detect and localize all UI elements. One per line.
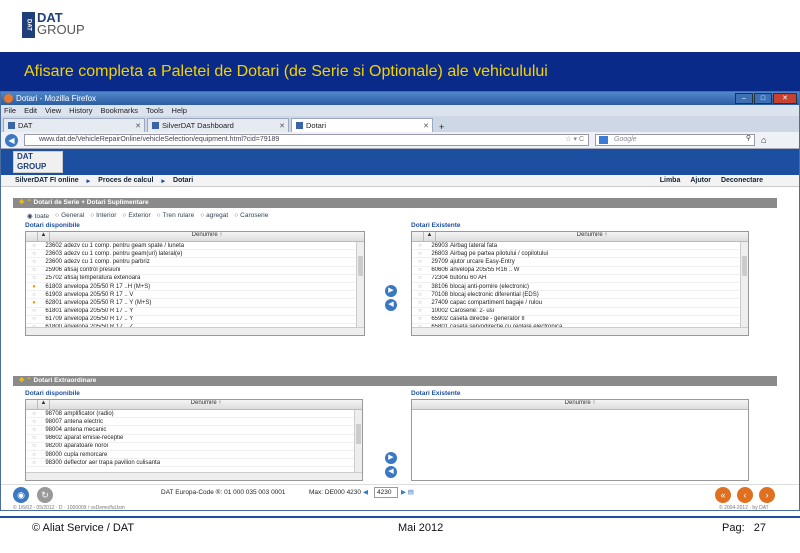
item-name: aparat emisie-receptie: [64, 435, 124, 442]
item-name: blocaj electronic diferential (EDS): [450, 291, 539, 298]
list-item[interactable]: [412, 267, 748, 275]
item-name: afisaj control presiuni: [64, 267, 121, 274]
list-item[interactable]: [26, 299, 364, 307]
prev-code-icon[interactable]: ◀: [363, 489, 368, 496]
tab-close-icon[interactable]: ✕: [423, 122, 429, 130]
item-code: 25702: [45, 275, 62, 282]
list-item[interactable]: [26, 275, 364, 283]
item-code: 61801: [45, 308, 62, 315]
item-name: anvelopa 205/55 R16 .. W: [450, 267, 520, 274]
menu-item[interactable]: Tools: [146, 106, 164, 115]
extra-available-list: [25, 399, 363, 481]
list-item[interactable]: [26, 308, 364, 316]
existing-label: Dotari Existente: [411, 222, 461, 229]
row-radio[interactable]: ○: [32, 242, 36, 249]
favicon: [152, 122, 159, 129]
item-name: afisaj temperatura exterioara: [64, 275, 141, 282]
list-header: [412, 232, 748, 242]
list-item[interactable]: [26, 418, 362, 426]
item-name: Caroserie: 2- usi: [450, 308, 495, 315]
header-sort: ▲: [38, 232, 50, 241]
footer-small-right: © 2004-2012 · by DAT: [719, 505, 769, 511]
top-link[interactable]: Deconectare: [720, 177, 763, 184]
list-item[interactable]: [26, 435, 362, 443]
breadcrumb-arrow: ▸: [161, 177, 165, 185]
item-name: butonu 60 AH: [450, 275, 487, 282]
item-code: 23600: [45, 258, 62, 265]
column-denumire[interactable]: Denumire ↑: [190, 400, 222, 406]
row-radio[interactable]: ○: [32, 267, 36, 274]
scroll-thumb[interactable]: [742, 256, 747, 276]
row-radio[interactable]: ○: [32, 258, 36, 265]
header-sort: ▲: [38, 400, 50, 409]
row-radio[interactable]: ○: [418, 267, 422, 274]
menu-item[interactable]: History: [69, 106, 93, 115]
tab-label: SilverDAT Dashboard: [162, 121, 234, 130]
nav-bar: [1, 132, 799, 149]
url-bar[interactable]: www.dat.de/VehicleRepairOnline/vehicleSelection/equipment.html?cid=79189 ☆ ▾ C: [24, 134, 589, 146]
item-code: 98004: [45, 426, 62, 433]
star-icon[interactable]: ☆ ▾ C: [565, 136, 584, 143]
refresh-icon[interactable]: ↻: [37, 487, 53, 503]
list-item[interactable]: [26, 250, 364, 258]
breadcrumb-item[interactable]: Proces de calcul: [98, 177, 154, 184]
breadcrumb-item[interactable]: Dotari: [172, 177, 194, 184]
item-code: 61903: [45, 291, 62, 298]
top-link[interactable]: Limba: [659, 177, 681, 184]
tab-label: DAT: [18, 121, 33, 130]
list-item[interactable]: [26, 267, 364, 275]
extra-move-left-button[interactable]: ◀: [385, 466, 397, 478]
app-header: [1, 149, 799, 175]
item-name: cupla remorcare: [64, 451, 108, 458]
list-item[interactable]: [412, 316, 748, 324]
tab-strip: [1, 116, 799, 132]
item-code: 98602: [45, 435, 62, 442]
item-code: 61803: [45, 283, 62, 290]
tab-close-icon[interactable]: ✕: [135, 122, 141, 130]
list-item[interactable]: [26, 443, 362, 451]
minimize-button[interactable]: –: [735, 93, 753, 104]
item-code: 61709: [45, 316, 62, 323]
horizontal-scrollbar[interactable]: [412, 327, 748, 335]
vertical-scrollbar[interactable]: [354, 410, 362, 472]
menu-item[interactable]: Edit: [24, 106, 38, 115]
footer-rule: [0, 516, 800, 518]
google-icon: [599, 136, 608, 144]
row-radio[interactable]: ○: [32, 451, 36, 458]
filter-radios: [27, 212, 268, 220]
row-radio[interactable]: ○: [32, 316, 36, 323]
menu-item[interactable]: File: [4, 106, 17, 115]
horizontal-scrollbar[interactable]: [26, 472, 362, 480]
item-code: 98708: [45, 410, 62, 417]
item-code: 23603: [45, 250, 62, 257]
column-denumire[interactable]: Denumire ↑: [191, 232, 223, 238]
horizontal-scrollbar[interactable]: [26, 327, 364, 335]
new-tab-button[interactable]: +: [439, 122, 445, 132]
menu-item[interactable]: Bookmarks: [100, 106, 139, 115]
row-radio[interactable]: ○: [418, 291, 422, 298]
header-pin: [412, 232, 424, 241]
app-logo: DAT GROUP: [13, 151, 63, 173]
extra-available-label: Dotari disponibile: [25, 390, 80, 397]
favicon: [296, 122, 303, 129]
available-list: [25, 231, 365, 336]
home-icon[interactable]: ⌂: [761, 135, 767, 145]
list-item[interactable]: [412, 275, 748, 283]
filter-radio[interactable]: ○ Caroserie: [234, 212, 268, 220]
section-extra[interactable]: ✥ ⌃ Dotari Extraordinare: [13, 376, 777, 386]
row-radio[interactable]: ○: [32, 426, 36, 433]
item-name: anvelopa 205/50 R 17 .. Y (M+S): [64, 299, 152, 306]
slide-title: Afisare completa a Paletei de Dotari (de Serie si Optionale) ale vehiculului: [24, 63, 548, 80]
item-name: adezv cu 1 comp. pentru parbriz: [64, 258, 150, 265]
item-code: 27409: [431, 299, 448, 306]
logo-badge: DAT: [22, 12, 35, 38]
scroll-thumb[interactable]: [358, 256, 363, 276]
item-name: ajutor urcare Easy-Entry: [450, 258, 515, 265]
search-input[interactable]: Google ⚲: [595, 134, 755, 146]
list-item[interactable]: [26, 316, 364, 324]
extra-move-right-button[interactable]: ▶: [385, 452, 397, 464]
row-radio[interactable]: ○: [32, 459, 36, 466]
logo-top: DAT: [37, 10, 63, 25]
list-item[interactable]: [26, 291, 364, 299]
vertical-scrollbar[interactable]: [740, 242, 748, 327]
filter-radio[interactable]: ○ Exterior: [122, 212, 150, 220]
item-name: anvelopa 205/50 R 17 .. Y: [64, 316, 134, 323]
vertical-scrollbar[interactable]: [356, 242, 364, 327]
extra-existing-list: Denumire ↑: [411, 399, 749, 481]
item-code: 25906: [45, 267, 62, 274]
item-name: capac compartiment bagaje / rulou: [450, 299, 543, 306]
item-name: antena mecanic: [64, 426, 107, 433]
item-code: 98007: [45, 418, 62, 425]
item-code: 23602: [45, 242, 62, 249]
filter-radio[interactable]: ○ Interior: [90, 212, 116, 220]
first-page-icon[interactable]: «: [715, 487, 731, 503]
item-name: antena electric: [64, 418, 104, 425]
tab-label: Dotari: [306, 121, 327, 130]
item-name: blocaj anti-pornire (electronic): [450, 283, 530, 290]
header-pin: [26, 232, 38, 241]
filter-radio[interactable]: ○ Tren rulare: [157, 212, 195, 220]
section-standard[interactable]: ✥ ⌃ Dotari de Serie + Dotari Suplimentare: [13, 198, 777, 208]
tab-close-icon[interactable]: ✕: [279, 122, 285, 130]
list-item[interactable]: [412, 299, 748, 307]
item-name: caseta directie - generator II: [450, 316, 525, 323]
next-page-icon[interactable]: ›: [759, 487, 775, 503]
favicon: [8, 122, 15, 129]
europa-code: DAT Europa-Code ®: 01 000 035 003 0001: [161, 489, 286, 496]
item-code: 65902: [431, 316, 448, 323]
row-radio[interactable]: ○: [418, 316, 422, 323]
list-item[interactable]: [412, 250, 748, 258]
item-name: anvelopa 205/50 R 17 .. Y: [64, 308, 134, 315]
row-radio[interactable]: ○: [418, 258, 422, 265]
row-radio[interactable]: ○: [418, 250, 422, 257]
item-code: 26803: [431, 250, 448, 257]
row-radio[interactable]: ○: [32, 308, 36, 315]
item-code: 29709: [431, 258, 448, 265]
list-header: [26, 400, 362, 410]
row-radio[interactable]: ○: [418, 242, 422, 249]
row-radio[interactable]: ○: [32, 275, 36, 282]
logo-bottom: GROUP: [37, 22, 85, 37]
list-item[interactable]: [412, 308, 748, 316]
item-code: 70108: [431, 291, 448, 298]
item-code: 72304: [431, 275, 448, 282]
row-radio[interactable]: ○: [32, 410, 36, 417]
list-item[interactable]: [26, 258, 364, 266]
item-name: anvelopa 205/50 R 17 .. V: [64, 291, 134, 298]
globe-icon[interactable]: ◉: [13, 487, 29, 503]
row-radio[interactable]: ○: [418, 308, 422, 315]
menu-item[interactable]: View: [45, 106, 62, 115]
row-radio[interactable]: ○: [418, 299, 422, 306]
title-banner: [0, 52, 800, 91]
item-code: 98000: [45, 451, 62, 458]
footer-small-left: © 1/6/02 - 05/2012 · D · 1000009 / vsDemo/fuUsm: [13, 505, 125, 511]
header-sort: ▲: [424, 232, 436, 241]
row-radio[interactable]: ●: [32, 283, 36, 290]
top-links: [660, 177, 799, 184]
list-item[interactable]: [412, 283, 748, 291]
expand-icon: ✥ ⌃: [19, 199, 34, 206]
item-code: 62801: [45, 299, 62, 306]
item-name: Airbag lateral fata: [450, 242, 498, 249]
code-input[interactable]: 4230: [374, 487, 398, 498]
row-radio[interactable]: ○: [418, 283, 422, 290]
item-code: 10002: [431, 308, 448, 315]
item-name: adezv cu 1 comp. pentru geam(uri) lateral(e): [64, 250, 183, 257]
item-name: adezv cu 1 comp. pentru geam spate / luneta: [64, 242, 185, 249]
item-code: 38106: [431, 283, 448, 290]
list-item[interactable]: [412, 242, 748, 250]
item-name: deflector aer trapa pavilion culisanta: [64, 459, 161, 466]
top-link[interactable]: Ajutor: [690, 177, 711, 184]
list-item[interactable]: [26, 283, 364, 291]
footer-copyright: © Aliat Service / DAT: [32, 522, 135, 534]
browser-tab[interactable]: [147, 118, 289, 132]
app-footer: [1, 484, 799, 511]
row-radio[interactable]: ○: [32, 418, 36, 425]
search-icon[interactable]: ⚲: [745, 135, 751, 142]
list-item[interactable]: [26, 426, 362, 434]
maximize-button[interactable]: □: [754, 93, 772, 104]
move-right-button[interactable]: ▶: [385, 285, 397, 297]
row-radio[interactable]: ○: [32, 435, 36, 442]
close-button[interactable]: ✕: [773, 93, 797, 104]
expand-icon: ✥ ⌃: [19, 377, 34, 384]
item-code: 60606: [431, 267, 448, 274]
footer-date: Mai 2012: [398, 522, 444, 534]
browser-tab[interactable]: [291, 118, 433, 132]
filter-radio[interactable]: ○ agregat: [200, 212, 228, 220]
max-code: Max: DE000 4230: [309, 489, 362, 496]
footer-page: Pag: 27: [722, 522, 767, 534]
breadcrumb-arrow: ▸: [86, 177, 91, 185]
firefox-window: [0, 91, 800, 511]
next-code-icon[interactable]: ▶ ▤: [401, 489, 414, 496]
row-radio[interactable]: ○: [32, 250, 36, 257]
item-code: 26903: [431, 242, 448, 249]
breadcrumb: [1, 175, 799, 187]
item-name: aparatoare noroi: [64, 443, 109, 450]
list-item[interactable]: [26, 242, 364, 250]
item-name: Airbag pe partea pilotului / copilotului: [450, 250, 549, 257]
row-radio[interactable]: ○: [32, 291, 36, 298]
prev-page-icon[interactable]: ‹: [737, 487, 753, 503]
menu-item[interactable]: Help: [171, 106, 187, 115]
column-denumire[interactable]: Denumire ↑: [576, 232, 608, 238]
available-label: Dotari disponibile: [25, 222, 80, 229]
existing-list: [411, 231, 749, 336]
item-code: 98200: [45, 443, 62, 450]
back-button[interactable]: ◀: [5, 134, 18, 147]
filter-radio[interactable]: ◉ toate: [27, 212, 49, 220]
window-title: Dotari - Mozilla Firefox: [16, 94, 97, 103]
menu-bar: [1, 105, 799, 116]
item-name: amplificator (radio): [64, 410, 114, 417]
list-item[interactable]: [26, 459, 362, 467]
item-name: anvelopa 205/50 R 17 ..H (M+S): [64, 283, 151, 290]
move-left-button[interactable]: ◀: [385, 299, 397, 311]
row-radio[interactable]: ●: [32, 299, 36, 306]
list-item[interactable]: [412, 258, 748, 266]
firefox-icon: [4, 94, 13, 103]
extra-existing-label: Dotari Existente: [411, 390, 461, 397]
breadcrumb-item[interactable]: SilverDAT FI online: [15, 177, 79, 184]
list-header: [26, 232, 364, 242]
scroll-thumb[interactable]: [356, 424, 361, 444]
filter-radio[interactable]: ○ General: [55, 212, 84, 220]
row-radio[interactable]: ○: [418, 275, 422, 282]
list-item[interactable]: [26, 451, 362, 459]
dat-logo: [22, 12, 85, 38]
list-item[interactable]: [412, 291, 748, 299]
header-pin: [26, 400, 38, 409]
item-code: 98300: [45, 459, 62, 466]
list-item[interactable]: [26, 410, 362, 418]
window-titlebar: [1, 92, 799, 105]
row-radio[interactable]: ○: [32, 443, 36, 450]
browser-tab[interactable]: [3, 118, 145, 132]
